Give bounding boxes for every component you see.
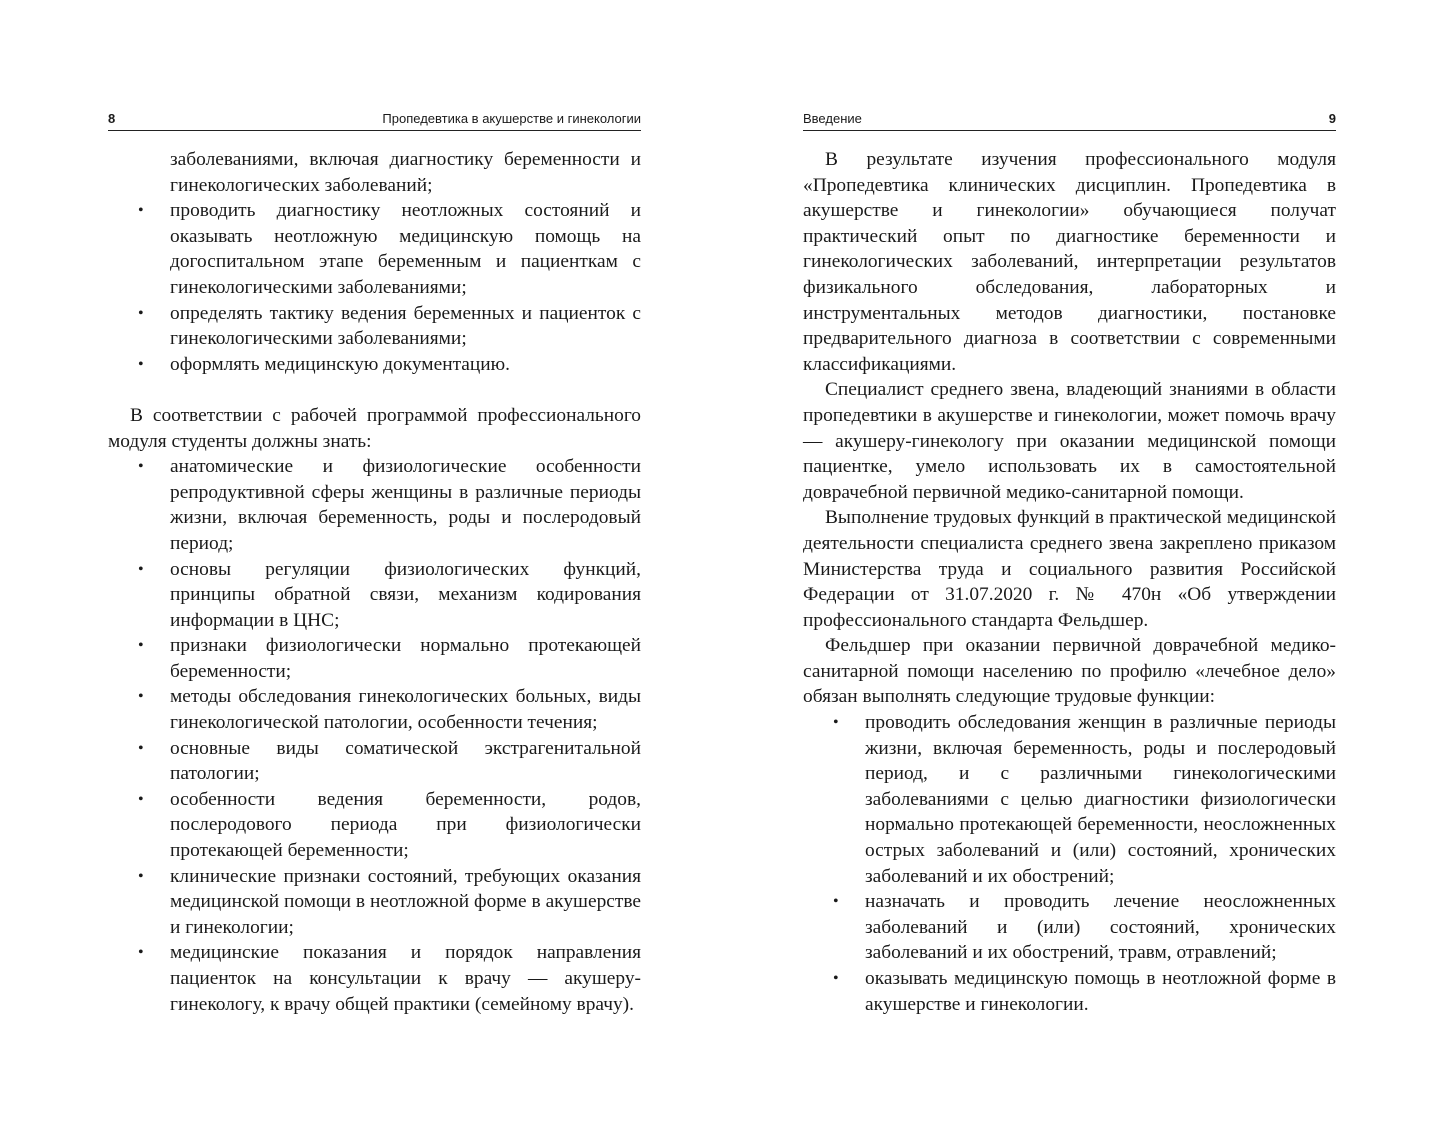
list-item [138,940,641,1017]
list-item-text: проводить обследования женщин в различные периоды жизни, включая беременность, роды и послеродовый период, и с различными гинекологическими заболеваниями с целью диагностики физиологически нормально протекающей беременности, неосложненных острых заболеваний и (или) состояний, хронических заболеваний и их обострений; [865,712,1336,887]
list-item-text: признаки физиологически нормально протекающей беременности; [170,635,641,682]
bullet-icon: • [138,688,144,706]
list-item-text: определять тактику ведения беременных и пациенток с гинекологическими заболеваниями; [170,302,641,350]
functions-list [803,710,1336,1017]
running-title: Введение [803,111,862,126]
list-item [138,454,641,556]
list-item [138,736,641,787]
list-item [138,684,641,735]
paragraph: Фельдшер при оказании первичной доврачебной медико-санитарной помощи населению по профилю «лечебное дело» обязан выполнять следующие трудовые функции: [803,635,1336,708]
page-number: 8 [108,111,116,126]
bullet-icon: • [138,304,144,322]
right-running-head [803,111,1336,131]
continued-text: заболеваниями, включая диагностику беременности и гинекологических заболеваний; [170,149,641,196]
paragraph: В результате изучения профессионального модуля «Пропедевтика клинических дисциплин. Пропедевтика в акушерстве и гинекологии» обучающиеся получат практический опыт по диагностике беременности и гинекологических заболеваний, интерпретации результатов физикального обследования, лабораторных и инструментальных методов диагностики, постановке предварительного диагноза в соответствии с современными классификациями. [803,149,1336,375]
list-item-text: клинические признаки состояний, требующих оказания медицинской помощи в неотложной форме в акушерстве и гинекологии; [170,865,641,938]
list-item [138,301,641,352]
bullet-icon: • [138,739,144,757]
left-body [108,147,641,1017]
list-item-text: оформлять медицинскую документацию. [170,353,510,375]
list-item-text: анатомические и физиологические особенности репродуктивной сферы женщины в различные периоды жизни, включая беременность, роды и послеродовый период; [170,456,641,554]
knowledge-list [108,454,641,1017]
left-running-head [108,111,641,131]
page-number: 9 [1328,111,1336,126]
list-item-text: медицинские показания и порядок направления пациенток на консультации к врачу — акушеру-гинекологу, к врачу общей практики (семейному врачу). [170,942,641,1015]
bullet-icon: • [138,790,144,808]
paragraph: Специалист среднего звена, владеющий знаниями в области пропедевтики в акушерстве и гинекологии, может помочь врачу — акушеру-гинекологу при оказании медицинской помощи пациентке, умело использовать их в самостоятельной доврачебной первичной медико-санитарной помощи. [803,379,1336,503]
paragraph: Выполнение трудовых функций в практической медицинской деятельности специалиста среднего звена закреплено приказом Министерства труда и социального развития Российской Федерации от 31.07.2020 г. № 470н «Об утверждении профессионального стандарта Фельдшер. [803,507,1336,631]
bullet-icon: • [138,202,144,220]
list-item [833,710,1336,889]
bullet-icon: • [138,944,144,962]
bullet-icon: • [138,458,144,476]
right-body [803,147,1336,1017]
list-item [833,966,1336,1017]
bullet-icon: • [138,637,144,655]
bullet-icon: • [833,714,839,732]
paragraph: В соответствии с рабочей программой профессионального модуля студенты должны знать: [108,404,641,452]
list-item [138,787,641,864]
bullet-icon: • [833,893,839,911]
list-item [833,889,1336,966]
list-item-text: основы регуляции физиологических функций, принципы обратной связи, механизм кодирования информации в ЦНС; [170,558,641,631]
list-item [138,198,641,300]
list-item [138,557,641,634]
list-item-text: основные виды соматической экстрагенитальной патологии; [170,737,641,785]
skills-list [108,198,641,377]
list-item [138,864,641,941]
bullet-icon: • [138,560,144,578]
list-item-text: назначать и проводить лечение неосложненных заболеваний и (или) состояний, хронических заболеваний и их обострений, травм, отравлений; [865,891,1336,964]
list-item [138,352,641,378]
list-item-text: оказывать медицинскую помощь в неотложной форме в акушерстве и гинекологии. [865,968,1336,1015]
bullet-icon: • [833,970,839,987]
running-title: Пропедевтика в акушерстве и гинекологии [382,111,641,126]
right-page [803,111,1336,1017]
list-item [138,633,641,684]
left-page [108,111,641,1017]
list-item-text: особенности ведения беременности, родов, послеродового периода при физиологически протекающей беременности; [170,788,641,862]
bullet-icon: • [138,355,144,373]
bullet-icon: • [138,867,144,885]
list-item-text: проводить диагностику неотложных состояний и оказывать неотложную медицинскую помощь на догоспитальном этапе беременным и пациенткам с гинекологическими заболеваниями; [170,200,641,298]
list-item-text: методы обследования гинекологических больных, виды гинекологической патологии, особенности течения; [170,686,641,734]
